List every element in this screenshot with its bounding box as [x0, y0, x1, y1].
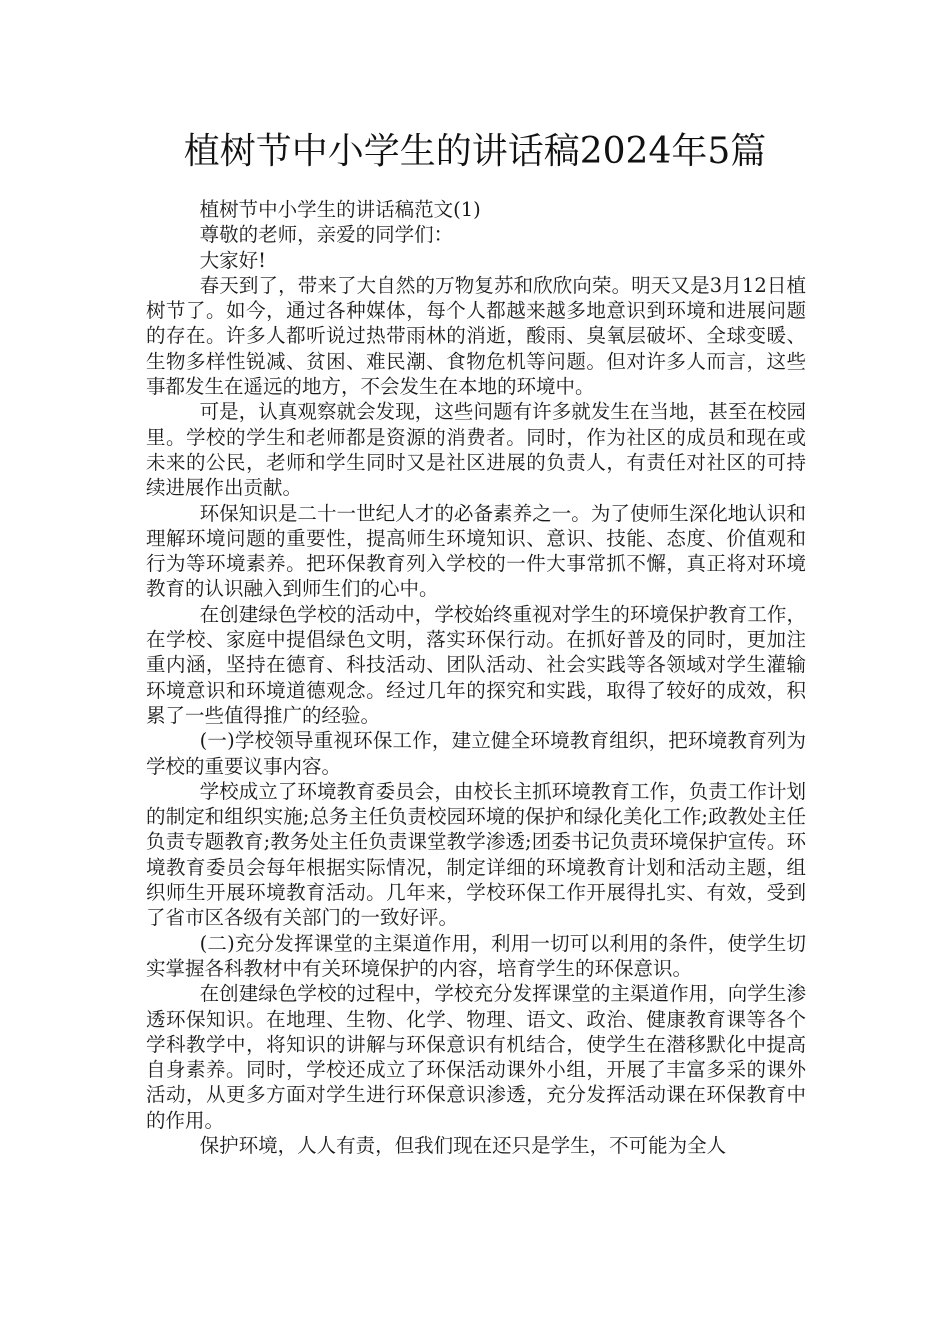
- paragraph: 学校成立了环境教育委员会，由校长主抓环境教育工作，负责工作计划的制定和组织实施;总务主任负责校园环境的保护和绿化美化工作;政教处主任负责专题教育;教务处主任负责课堂教学渗透;团委书记负责环境保护宣传。环境教育委员会每年根据实际情况，制定详细的环境教育计划和活动主题，组织师生开展环境教育活动。几年来，学校环保工作开展得扎实、有效，受到了省市区各级有关部门的一致好评。: [146, 779, 806, 930]
- paragraph: 可是，认真观察就会发现，这些问题有许多就发生在当地，甚至在校园里。学校的学生和老师都是资源的消费者。同时，作为社区的成员和现在或未来的公民，老师和学生同时又是社区进展的负责人，有责任对社区的可持续进展作出贡献。: [146, 400, 806, 500]
- paragraph: (一)学校领导重视环保工作，建立健全环境教育组织，把环境教育列为学校的重要议事内容。: [146, 729, 806, 778]
- paragraph: 大家好!: [199, 248, 266, 272]
- paragraph: 在创建绿色学校的过程中，学校充分发挥课堂的主渠道作用，向学生渗透环保知识。在地理、生物、化学、物理、语文、政治、健康教育课等各个学科教学中，将知识的讲解与环保意识有机结合，使学生在潜移默化中提高自身素养。同时，学校还成立了环保活动课外小组，开展了丰富多采的课外活动，从更多方面对学生进行环保意识渗透，充分发挥活动课在环保教育中的作用。: [146, 982, 806, 1132]
- document-title: 植树节中小学生的讲话稿2024年5篇: [183, 131, 767, 172]
- paragraph: 在创建绿色学校的活动中，学校始终重视对学生的环境保护教育工作，在学校、家庭中提倡绿色文明，落实环保行动。在抓好普及的同时，更加注重内涵，坚持在德育、科技活动、团队活动、社会实践等各领域对学生灌输环境意识和环境道德观念。经过几年的探究和实践，取得了较好的成效，积累了一些值得推广的经验。: [146, 602, 806, 727]
- paragraph: 保护环境，人人有责，但我们现在还只是学生，不可能为全人: [199, 1133, 727, 1157]
- paragraph: 环保知识是二十一世纪人才的必备素养之一。为了使师生深化地认识和理解环境问题的重要性，提高师生环境知识、意识、技能、态度、价值观和行为等环境素养。把环保教育列入学校的一件大事常抓不懈，真正将对环境教育的认识融入到师生们的心中。: [146, 501, 806, 601]
- document-body: [146, 197, 806, 1158]
- paragraph: (二)充分发挥课堂的主渠道作用，利用一切可以利用的条件，使学生切实掌握各科教材中有关环境保护的内容，培育学生的环保意识。: [146, 931, 806, 980]
- paragraph: 春天到了，带来了大自然的万物复苏和欣欣向荣。明天又是3月12日植树节了。如今，通过各种媒体，每个人都越来越多地意识到环境和进展问题的存在。许多人都听说过热带雨林的消逝，酸雨、臭氧层破坏、全球变暖、生物多样性锐减、贫困、难民潮、食物危机等问题。但对许多人而言，这些事都发生在遥远的地方，不会发生在本地的环境中。: [146, 273, 806, 399]
- paragraph: 植树节中小学生的讲话稿范文(1): [199, 198, 481, 221]
- paragraph: 尊敬的老师，亲爱的同学们：: [199, 223, 454, 247]
